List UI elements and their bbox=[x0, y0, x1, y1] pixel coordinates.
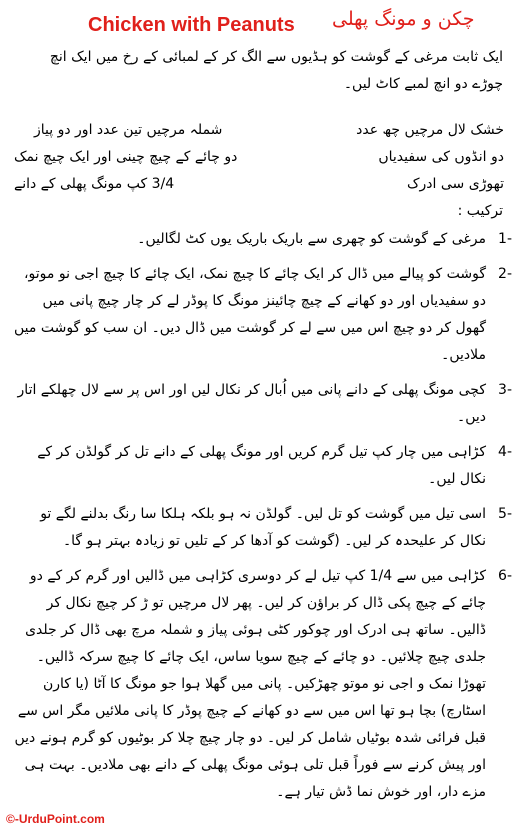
ingredient-row bbox=[14, 171, 504, 198]
ingredient-row bbox=[14, 117, 504, 144]
step-number: 6- bbox=[498, 568, 512, 584]
ingredient-item: شملہ مرچیں تین عدد اور دو پیاز bbox=[34, 122, 223, 138]
ingredients-list bbox=[14, 117, 504, 198]
step-number: 3- bbox=[498, 382, 512, 398]
step-text: مرغی کے گوشت کو چھری سے باریک باریک یوں کٹ لگالیں۔ bbox=[137, 231, 486, 247]
ingredient-item: دو انڈوں کی سفیدیاں bbox=[378, 149, 504, 165]
intro-paragraph: ایک ثابت مرغی کے گوشت کو ہڈیوں سے الگ کر کے لمبائی کے رخ میں ایک انچ چوڑے دو انچ لمبے کاٹ لیں۔ bbox=[49, 49, 503, 92]
step-number: 5- bbox=[498, 506, 512, 522]
step-text: کچی مونگ پھلی کے دانے پانی میں اُبال کر نکال لیں اور اس پر سے لال چھلکے اتار دیں۔ bbox=[17, 382, 486, 425]
copyright-footer: ©-UrduPoint.com bbox=[6, 812, 105, 826]
step-text: کڑاہی میں چار کپ تیل گرم کریں اور مونگ پھلی کے دانے تل کر گولڈن کر کے نکال لیں۔ bbox=[37, 444, 486, 487]
step-number: 2- bbox=[498, 266, 512, 282]
recipe-title-english: Chicken with Peanuts bbox=[88, 14, 295, 36]
ingredient-item: تھوڑی سی ادرک bbox=[406, 176, 504, 192]
ingredient-item: دو چائے کے چیچ چینی اور ایک چیچ نمک bbox=[14, 149, 238, 165]
step-item bbox=[14, 261, 512, 369]
step-text: کڑاہی میں سے 1/4 کپ تیل لے کر دوسری کڑاہی میں ڈالیں اور گرم کر کے دو چائے کے چیچ پکی ڈال کر براؤن کر لیں۔ پھر لال مرچیں تو ڑ کر چیچ نکال کر ڈالیں۔ ساتھ ہی ادرک اور چوکور کٹی ہوئی پیاز و شملہ مرچ بھی ڈال کر جلدی جلدی چیچ چلائیں۔ دو چائے کے چیچ سویا ساس، ایک چائے کا چیچ سرکہ ڈالیں۔ تھوڑا نمک و اجی نو موتو چھڑکیں۔ پانی میں گھلا ہوا جو مونگ کا آٹا (یا کارن اسٹارچ) بچا ہو تھا اس میں سے دو کھانے کے چیچ پوڈر کا پانی ملائیں مگر اس سے قبل فرائی شدہ بوٹیاں شامل کر لیں۔ دو چار چیچ چلا کر بوٹیوں کو گرم ہونے دیں اور پیش کرنے سے فوراً قبل تلی ہوئی مونگ پھلی کے دانے بھی ملادیں۔ بہت ہی مزے دار، اور خوش نما ڈش تیار ہے۔ bbox=[14, 568, 486, 800]
ingredient-row bbox=[14, 144, 504, 171]
step-item bbox=[14, 377, 512, 431]
recipe-title-urdu: چکن و مونگ پھلی bbox=[332, 8, 475, 30]
step-text: اسی تیل میں گوشت کو تل لیں۔ گولڈن نہ ہو بلکہ ہلکا سا رنگ بدلنے لگے تو نکال کر علیحدہ کر لیں۔ (گوشت کو آدھا کر کے تلیں تو زیادہ بہتر ہو گا۔ bbox=[40, 506, 486, 549]
step-item bbox=[14, 439, 512, 493]
step-number: 1- bbox=[498, 231, 512, 247]
title-row bbox=[0, 4, 521, 40]
step-number: 4- bbox=[498, 444, 512, 460]
step-item bbox=[14, 226, 512, 253]
method-heading: ترکیب : bbox=[457, 203, 503, 219]
method-steps bbox=[14, 226, 512, 814]
step-item bbox=[14, 501, 512, 555]
ingredient-item: خشک لال مرچیں چھ عدد bbox=[356, 122, 504, 138]
ingredient-item: 3/4 کپ مونگ پھلی کے دانے bbox=[14, 176, 175, 192]
step-text: گوشت کو پیالے میں ڈال کر ایک چائے کا چیچ نمک، ایک چائے کا چیچ اجی نو موتو، دو سفیدیاں اور دو کھانے کے چیچ چائینز مونگ کا پوڈر لے کر چار چیچ پانی میں گھول کر دو چیچ اس میں سے لے کر گوشت میں ڈال دیں۔ ان سب کو گوشت میں ملادیں۔ bbox=[14, 266, 486, 363]
step-item bbox=[14, 563, 512, 806]
